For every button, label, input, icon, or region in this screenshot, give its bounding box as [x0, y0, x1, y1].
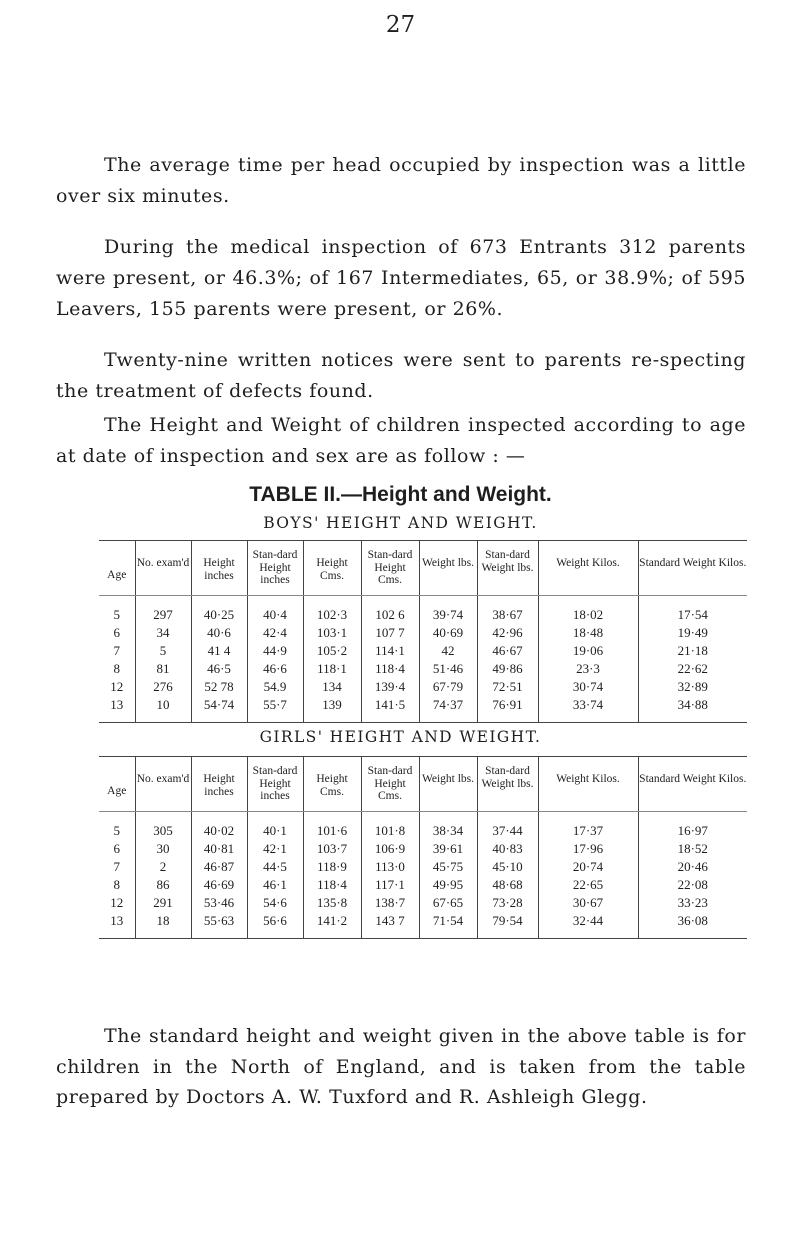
- table-cell: 30·67: [538, 894, 638, 912]
- table-cell: 13: [99, 696, 135, 723]
- column-header: Weight lbs.: [419, 541, 477, 596]
- table-cell: 40·4: [247, 595, 303, 624]
- table-cell: 19·06: [538, 642, 638, 660]
- table-cell: 17·96: [538, 840, 638, 858]
- table-cell: 38·67: [477, 595, 538, 624]
- table-row: [99, 678, 747, 696]
- table-cell: 40·6: [191, 624, 247, 642]
- column-header: No. exam'd: [135, 757, 191, 812]
- table-cell: 45·10: [477, 858, 538, 876]
- table-cell: 81: [135, 660, 191, 678]
- table-cell: 135·8: [303, 894, 361, 912]
- girls-table: [99, 756, 747, 939]
- table-cell: 8: [113, 876, 120, 892]
- table-cell: 46·87: [191, 858, 247, 876]
- table-cell: 21·18: [638, 642, 747, 660]
- table-cell: 102·3: [303, 595, 361, 624]
- table-row: [99, 840, 747, 858]
- table-cell: 42·1: [247, 840, 303, 858]
- table-cell: 32·89: [638, 678, 747, 696]
- table-cell: 49·86: [477, 660, 538, 678]
- table-cell: 67·65: [419, 894, 477, 912]
- table-cell: 40·69: [419, 624, 477, 642]
- table-cell: 44·9: [247, 642, 303, 660]
- table-cell: 291: [135, 894, 191, 912]
- table-cell: 33·74: [538, 696, 638, 723]
- column-header: Stan-dard Height inches: [247, 757, 303, 812]
- table-cell: 16·97: [638, 811, 747, 840]
- boys-table-title: BOYS' HEIGHT AND WEIGHT.: [263, 514, 538, 532]
- table-cell: 276: [135, 678, 191, 696]
- boys-table-body: [99, 595, 747, 722]
- table-cell: 49·95: [419, 876, 477, 894]
- table-cell: 141·5: [361, 696, 419, 723]
- table-cell: 20·74: [538, 858, 638, 876]
- column-header: No. exam'd: [135, 541, 191, 596]
- table-cell: 51·46: [419, 660, 477, 678]
- table-cell: 39·61: [419, 840, 477, 858]
- table-cell: 46·67: [477, 642, 538, 660]
- table-cell: 33·23: [638, 894, 747, 912]
- table-cell: 46·69: [191, 876, 247, 894]
- table-cell: 17·37: [538, 811, 638, 840]
- table-cell: 52 78: [191, 678, 247, 696]
- table-cell: 6: [113, 840, 120, 856]
- table-cell: 22·08: [638, 876, 747, 894]
- table-cell: 71·54: [419, 912, 477, 939]
- table-row: [99, 696, 747, 723]
- column-header: Stan-dard Height Cms.: [361, 541, 419, 596]
- table-cell: 5: [135, 642, 191, 660]
- table-cell: 46·1: [247, 876, 303, 894]
- table-cell: 76·91: [477, 696, 538, 723]
- table-cell: 6: [113, 624, 120, 640]
- table-cell: 56·6: [247, 912, 303, 939]
- column-header: Height Cms.: [303, 757, 361, 812]
- table-cell: 53·46: [191, 894, 247, 912]
- table-cell: 12: [110, 894, 124, 910]
- table-cell: 19·49: [638, 624, 747, 642]
- table-row: [99, 624, 747, 642]
- table-cell: 103·7: [303, 840, 361, 858]
- table-cell: 7: [113, 642, 120, 658]
- girls-table-title: GIRLS' HEIGHT AND WEIGHT.: [259, 728, 542, 746]
- column-header: Stan-dard Height inches: [247, 541, 303, 596]
- paragraph-inspection-time: The average time per head occupied by inspection was a little over six minutes.: [56, 154, 746, 207]
- table-cell: 10: [135, 696, 191, 723]
- table-row: [99, 811, 747, 840]
- paragraph-written-notices: Twenty-nine written notices were sent to parents re-specting the treatment of defects found.: [56, 349, 746, 402]
- table-cell: 34·88: [638, 696, 747, 723]
- table-cell: 18·48: [538, 624, 638, 642]
- table-cell: 101·8: [361, 811, 419, 840]
- table-cell: 40·02: [191, 811, 247, 840]
- column-header: Weight Kilos.: [538, 541, 638, 596]
- boys-table: [99, 540, 747, 723]
- table-cell: 134: [303, 678, 361, 696]
- table-cell: 297: [135, 595, 191, 624]
- table-cell: 40·83: [477, 840, 538, 858]
- column-header: Age: [99, 757, 135, 812]
- table-cell: 41 4: [191, 642, 247, 660]
- column-header: Standard Weight Kilos.: [638, 541, 747, 596]
- table-cell: 101·6: [303, 811, 361, 840]
- table-cell: 46·6: [247, 660, 303, 678]
- table-cell: 30·74: [538, 678, 638, 696]
- table-cell: 305: [135, 811, 191, 840]
- table-cell: 114·1: [361, 642, 419, 660]
- column-header: Stan-dard Weight lbs.: [477, 541, 538, 596]
- table-cell: 42·4: [247, 624, 303, 642]
- table-cell: 45·75: [419, 858, 477, 876]
- table-row: [99, 660, 747, 678]
- table-cell: 5: [113, 822, 120, 838]
- table-cell: 12: [110, 678, 124, 694]
- column-header: Weight lbs.: [419, 757, 477, 812]
- table-cell: 40·25: [191, 595, 247, 624]
- table-cell: 34: [135, 624, 191, 642]
- table-cell: 40·81: [191, 840, 247, 858]
- table-cell: 5: [113, 606, 120, 622]
- girls-table-header: [99, 757, 747, 812]
- girls-table-body: [99, 811, 747, 938]
- paragraph-height-weight-intro: The Height and Weight of children inspected according to age at date of inspection and sex are as follow : —: [56, 414, 746, 467]
- table-row: [99, 642, 747, 660]
- table-cell: 143 7: [361, 912, 419, 939]
- table-cell: 67·79: [419, 678, 477, 696]
- table-cell: 139: [303, 696, 361, 723]
- table-row: [99, 595, 747, 624]
- table-cell: 32·44: [538, 912, 638, 939]
- table-cell: 117·1: [361, 876, 419, 894]
- table-cell: 40·1: [247, 811, 303, 840]
- table-cell: 42: [419, 642, 477, 660]
- table-cell: 107 7: [361, 624, 419, 642]
- table-cell: 44·5: [247, 858, 303, 876]
- page-number: 27: [385, 12, 416, 38]
- table-row: [99, 894, 747, 912]
- table-cell: 106·9: [361, 840, 419, 858]
- table-cell: 102 6: [361, 595, 419, 624]
- table-row: [99, 876, 747, 894]
- table-cell: 13: [99, 912, 135, 939]
- table-cell: 30: [135, 840, 191, 858]
- column-header: Height Cms.: [303, 541, 361, 596]
- table-cell: 73·28: [477, 894, 538, 912]
- table-cell: 74·37: [419, 696, 477, 723]
- table-cell: 46·5: [191, 660, 247, 678]
- table-cell: 72·51: [477, 678, 538, 696]
- column-header: Age: [99, 541, 135, 596]
- table-cell: 54·74: [191, 696, 247, 723]
- table-cell: 36·08: [638, 912, 747, 939]
- boys-table-header: [99, 541, 747, 596]
- table-cell: 37·44: [477, 811, 538, 840]
- table-cell: 138·7: [361, 894, 419, 912]
- table-cell: 39·74: [419, 595, 477, 624]
- table-cell: 118·9: [303, 858, 361, 876]
- table-cell: 105·2: [303, 642, 361, 660]
- column-header: Height inches: [191, 757, 247, 812]
- column-header: Stan-dard Weight lbs.: [477, 757, 538, 812]
- table-cell: 118·4: [303, 876, 361, 894]
- table-cell: 103·1: [303, 624, 361, 642]
- paragraph-standard-source: The standard height and weight given in the above table is for children in the North of England, and is taken from the table prepared by Doctors A. W. Tuxford and R. Ashleigh Glegg.: [56, 1025, 746, 1108]
- table-row: [99, 912, 747, 939]
- table-cell: 141·2: [303, 912, 361, 939]
- paragraph-parents-present: During the medical inspection of 673 Entrants 312 parents were present, or 46.3%; of 167 Intermediates, 65, or 38.9%; of 595 Leavers, 155 parents were present, or 26%.: [56, 236, 746, 320]
- table-cell: 22·65: [538, 876, 638, 894]
- table-cell: 55·63: [191, 912, 247, 939]
- column-header: Stan-dard Height Cms.: [361, 757, 419, 812]
- table-cell: 17·54: [638, 595, 747, 624]
- table-cell: 7: [113, 858, 120, 874]
- column-header: Height inches: [191, 541, 247, 596]
- table-cell: 54.9: [247, 678, 303, 696]
- table-cell: 18·52: [638, 840, 747, 858]
- table-cell: 48·68: [477, 876, 538, 894]
- column-header: Weight Kilos.: [538, 757, 638, 812]
- table-cell: 139·4: [361, 678, 419, 696]
- table-title: TABLE II.—Height and Weight.: [249, 483, 552, 506]
- table-row: [99, 858, 747, 876]
- column-header: Standard Weight Kilos.: [638, 757, 747, 812]
- table-cell: 54·6: [247, 894, 303, 912]
- table-cell: 18·02: [538, 595, 638, 624]
- table-cell: 118·1: [303, 660, 361, 678]
- table-cell: 8: [113, 660, 120, 676]
- table-cell: 79·54: [477, 912, 538, 939]
- table-cell: 20·46: [638, 858, 747, 876]
- table-cell: 55·7: [247, 696, 303, 723]
- table-cell: 113·0: [361, 858, 419, 876]
- table-cell: 38·34: [419, 811, 477, 840]
- table-cell: 23·3: [538, 660, 638, 678]
- table-cell: 86: [135, 876, 191, 894]
- table-cell: 118·4: [361, 660, 419, 678]
- table-cell: 2: [135, 858, 191, 876]
- table-cell: 18: [135, 912, 191, 939]
- table-cell: 42·96: [477, 624, 538, 642]
- table-cell: 22·62: [638, 660, 747, 678]
